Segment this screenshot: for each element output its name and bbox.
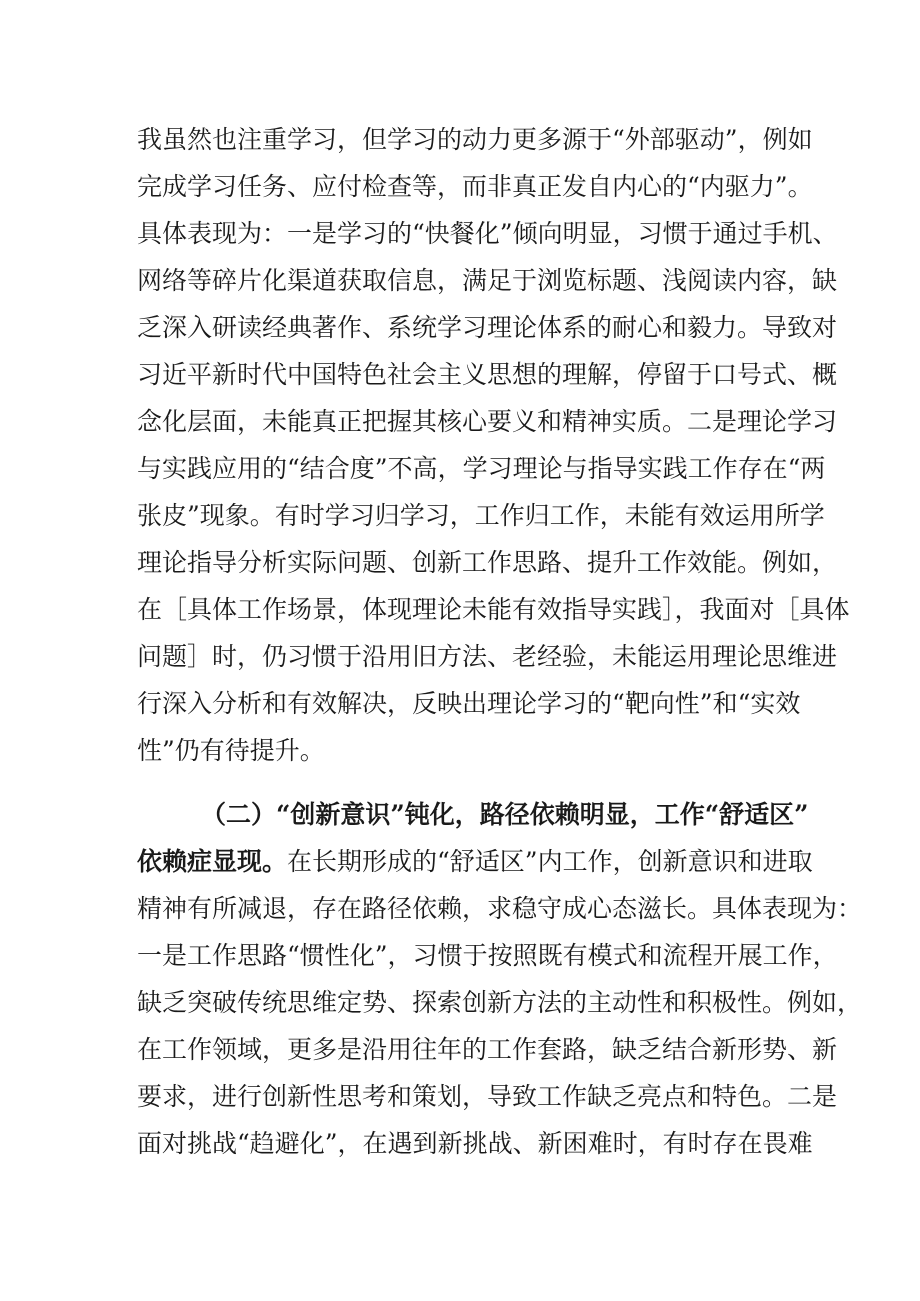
text-line: 我虽然也注重学习，但学习的动力更多源于“外部驱动”，例如 [137, 125, 813, 154]
text-line: 乏深入研读经典著作、系统学习理论体系的耐心和毅力。导致对 [137, 313, 838, 342]
heading-continuation-line [137, 844, 813, 879]
text-line: 性”仍有待提升。 [137, 736, 325, 765]
text-line: 一是工作思路“惯性化”，习惯于按照既有模式和流程开展工作， [137, 941, 838, 970]
text-line: 面对挑战“趋避化”，在遇到新挑战、新困难时，有时存在畏难 [137, 1129, 813, 1158]
text-line: 在［具体工作场景，体现理论未能有效指导实践］，我面对［具体 [137, 595, 850, 624]
text-line: 张皮”现象。有时学习归学习，工作归工作，未能有效运用所学 [137, 501, 825, 530]
text-line: 完成学习任务、应付检查等，而非真正发自内心的“内驱力”。 [137, 172, 813, 201]
text-line: 具体表现为：一是学习的“快餐化”倾向明显，习惯于通过手机、 [137, 219, 838, 248]
text-line: 行深入分析和有效解决，反映出理论学习的“靶向性”和“实效 [137, 689, 801, 718]
heading-following-text: 在长期形成的“舒适区”内工作，创新意识和进取 [287, 847, 813, 876]
text-line: 网络等碎片化渠道获取信息，满足于浏览标题、浅阅读内容，缺 [137, 266, 838, 295]
text-line: 缺乏突破传统思维定势、探索创新方法的主动性和积极性。例如， [137, 988, 863, 1017]
text-line: 要求，进行创新性思考和策划，导致工作缺乏亮点和特色。二是 [137, 1082, 838, 1111]
section-heading: （二）“创新意识”钝化，路径依赖明显，工作“舒适区” [201, 800, 809, 829]
text-line: 与实践应用的“结合度”不高，学习理论与指导实践工作存在“两 [137, 454, 826, 483]
heading-tail: 依赖症显现。 [137, 847, 288, 876]
text-line: 在工作领域，更多是沿用往年的工作套路，缺乏结合新形势、新 [137, 1035, 838, 1064]
text-line: 理论指导分析实际问题、创新工作思路、提升工作效能。例如， [137, 548, 838, 577]
text-line: 念化层面，未能真正把握其核心要义和精神实质。二是理论学习 [137, 407, 838, 436]
text-line: 问题］时，仍习惯于沿用旧方法、老经验，未能运用理论思维进 [137, 642, 838, 671]
text-line: 精神有所减退，存在路径依赖，求稳守成心态滋长。具体表现为： [137, 894, 863, 923]
text-line: 习近平新时代中国特色社会主义思想的理解，停留于口号式、概 [137, 360, 838, 389]
